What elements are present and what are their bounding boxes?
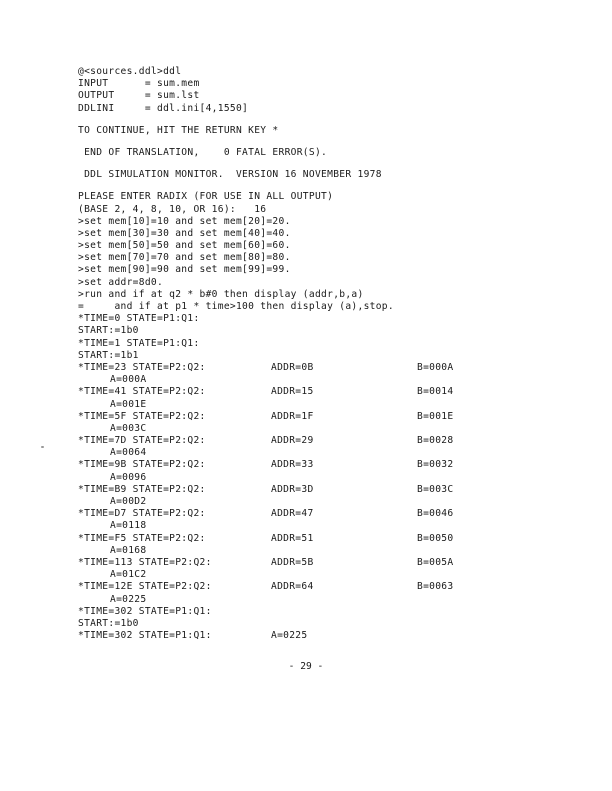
- trace-time: *TIME=9B STATE=P2:Q2:: [78, 459, 206, 471]
- final-display-time: *TIME=302 STATE=P1:Q1:: [78, 630, 212, 642]
- trace-time: *TIME=D7 STATE=P2:Q2:: [78, 508, 206, 520]
- trace-b: B=001E: [417, 410, 454, 422]
- trace-a: A=01C2: [110, 569, 147, 581]
- trace-row: [78, 459, 598, 471]
- trace-addr: ADDR=15: [271, 386, 314, 398]
- input-file-line: INPUT = sum.mem: [78, 78, 200, 90]
- trace-time: *TIME=5F STATE=P2:Q2:: [78, 410, 206, 422]
- trace-b: B=0063: [417, 581, 454, 593]
- trace-addr: ADDR=64: [271, 581, 314, 593]
- trace-addr: ADDR=29: [271, 435, 314, 447]
- session-line: PLEASE ENTER RADIX (FOR USE IN ALL OUTPUT): [78, 191, 334, 203]
- trace-row: [78, 484, 598, 496]
- trace-time: *TIME=41 STATE=P2:Q2:: [78, 386, 206, 398]
- trace-time: *TIME=12E STATE=P2:Q2:: [78, 581, 212, 593]
- trace-b: B=0028: [417, 435, 454, 447]
- trace-a: A=000A: [110, 374, 147, 386]
- trace-a: A=0118: [110, 520, 147, 532]
- trace-addr: ADDR=0B: [271, 361, 314, 373]
- trace-addr: ADDR=51: [271, 532, 314, 544]
- trace-row: [78, 362, 598, 374]
- trace-b: B=003C: [417, 483, 454, 495]
- session-line: >set mem[70]=70 and set mem[80]=80.: [78, 252, 291, 264]
- session-line: >set mem[50]=50 and set mem[60]=60.: [78, 240, 291, 252]
- session-line: START:=1b0: [78, 325, 139, 337]
- trace-b: B=0032: [417, 459, 454, 471]
- ddlini-line: DDLINI = ddl.ini[4,1550]: [78, 102, 249, 114]
- translation-status: END OF TRANSLATION, 0 FATAL ERROR(S).: [78, 146, 328, 158]
- trace-time: *TIME=7D STATE=P2:Q2:: [78, 435, 206, 447]
- session-line: >set mem[30]=30 and set mem[40]=40.: [78, 227, 291, 239]
- trace-row: [78, 533, 598, 545]
- trace-a: A=0096: [110, 471, 147, 483]
- trace-a: A=003C: [110, 422, 147, 434]
- trace-row: [78, 557, 598, 569]
- trace-addr: ADDR=5B: [271, 556, 314, 568]
- trace-a: A=001E: [110, 398, 147, 410]
- scan-speck: [41, 446, 44, 448]
- trace-b: B=0014: [417, 386, 454, 398]
- session-line: >set addr=8d0.: [78, 276, 164, 288]
- trace-b: B=0050: [417, 532, 454, 544]
- session-line: (BASE 2, 4, 8, 10, OR 16): 16: [78, 203, 267, 215]
- session-line: >set mem[10]=10 and set mem[20]=20.: [78, 215, 291, 227]
- session-line: START:=1b1: [78, 349, 139, 361]
- session-line: = and if at p1 * time>100 then display (a),stop.: [78, 301, 394, 312]
- session-line: >set mem[90]=90 and set mem[99]=99.: [78, 264, 291, 276]
- trace-time: *TIME=B9 STATE=P2:Q2:: [78, 483, 206, 495]
- final-display-a: A=0225: [271, 630, 308, 642]
- command-line: @<sources.ddl>ddl: [78, 66, 182, 77]
- terminal-listing: [78, 66, 598, 642]
- output-file-line: OUTPUT = sum.lst: [78, 90, 200, 102]
- trace-row: [78, 386, 598, 398]
- trace-b: B=005A: [417, 556, 454, 568]
- session-line: *TIME=0 STATE=P1:Q1:: [78, 313, 200, 325]
- final-time-line: *TIME=302 STATE=P1:Q1:: [78, 605, 212, 617]
- trace-a: A=0168: [110, 544, 147, 556]
- trace-row: [78, 411, 598, 423]
- final-start-line: START:=1b0: [78, 617, 139, 629]
- trace-time: *TIME=F5 STATE=P2:Q2:: [78, 532, 206, 544]
- page-number: - 29 -: [288, 661, 324, 672]
- trace-a: A=0225: [110, 593, 147, 605]
- final-display-row: [78, 630, 598, 642]
- trace-addr: ADDR=47: [271, 508, 314, 520]
- session-line: *TIME=1 STATE=P1:Q1:: [78, 337, 200, 349]
- trace-time: *TIME=23 STATE=P2:Q2:: [78, 361, 206, 373]
- trace-a: A=0064: [110, 447, 147, 459]
- trace-row: [78, 508, 598, 520]
- trace-addr: ADDR=3D: [271, 483, 314, 495]
- continue-prompt: TO CONTINUE, HIT THE RETURN KEY *: [78, 124, 279, 136]
- session-line: >run and if at q2 * b#0 then display (addr,b,a): [78, 288, 364, 300]
- trace-row: [78, 435, 598, 447]
- trace-b: B=0046: [417, 508, 454, 520]
- trace-b: B=000A: [417, 361, 454, 373]
- trace-a: A=00D2: [110, 496, 147, 507]
- monitor-banner: DDL SIMULATION MONITOR. VERSION 16 NOVEMBER 1978: [78, 169, 382, 181]
- trace-row: [78, 581, 598, 593]
- trace-addr: ADDR=33: [271, 459, 314, 471]
- trace-addr: ADDR=1F: [271, 410, 314, 422]
- trace-time: *TIME=113 STATE=P2:Q2:: [78, 556, 212, 568]
